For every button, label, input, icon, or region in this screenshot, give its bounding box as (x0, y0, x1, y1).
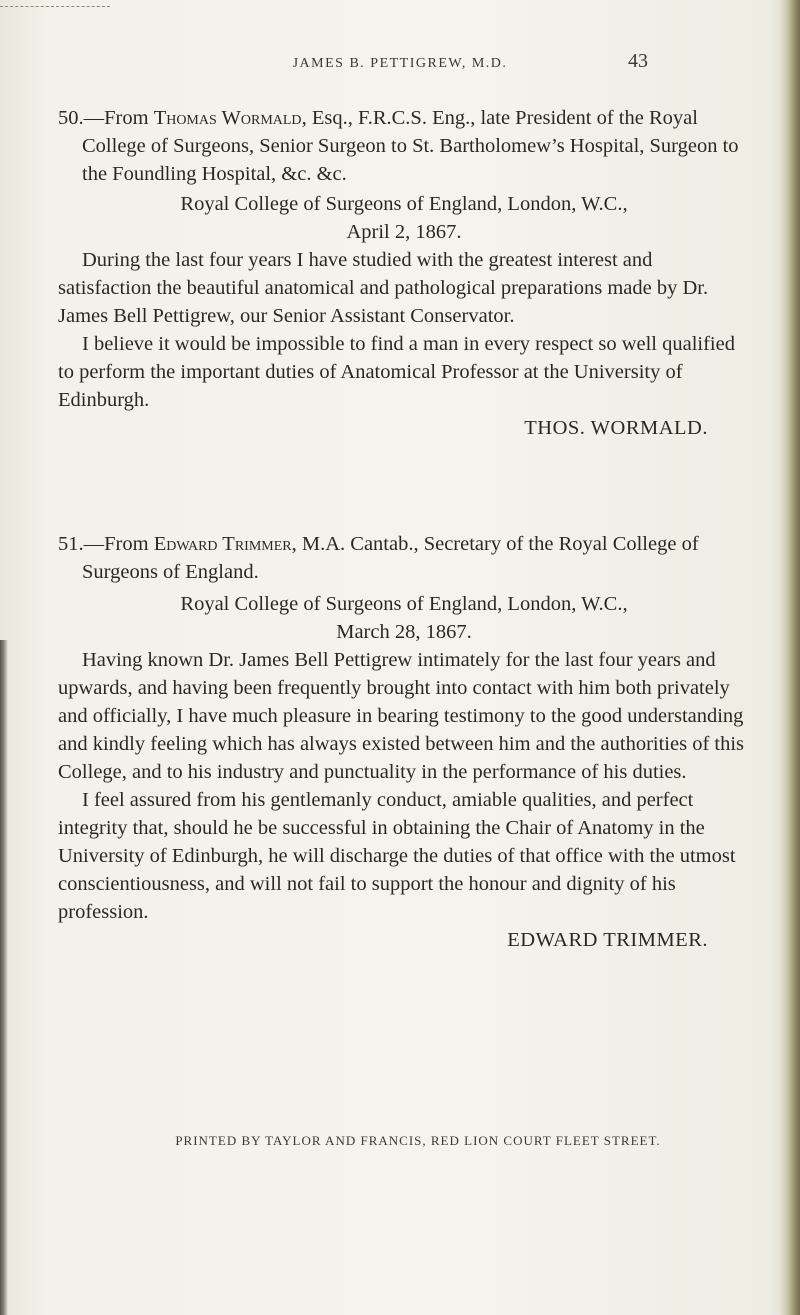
intro-suffix: , M.A. Cantab., Secretary of the Royal College of Surgeons of England. (82, 533, 699, 583)
body-paragraph: Having known Dr. James Bell Pettigrew intimately for the last four years and upwards, and having been frequently brought into contact with him both privately and officially, I have much pleasure in bearing testimony to the good understanding and kindly feeling which has always existed between him and the authorities of this College, and to his industry and punctuality in the performance of his duties. (58, 649, 745, 783)
letter-intro (58, 530, 750, 586)
signature: THOS. WORMALD. (524, 417, 708, 439)
letter-intro (58, 104, 750, 188)
running-head: JAMES B. PETTIGREW, M.D. (292, 56, 508, 71)
address-line: Royal College of Surgeons of England, London, W.C., (180, 193, 628, 215)
letter-number: 50. (58, 107, 84, 129)
date-line: March 28, 1867. (336, 621, 472, 643)
intro-prefix: —From (83, 107, 154, 129)
address-line: Royal College of Surgeons of England, London, W.C., (180, 593, 628, 615)
body-paragraph: I feel assured from his gentlemanly conduct, amiable qualities, and perfect integrity that, should he be successful in obtaining the Chair of Anatomy in the University of Edinburgh, he will discharge the duties of that office with the utmost conscientiousness, and will not fail to support the honour and dignity of his profession. (58, 789, 736, 923)
top-rule (0, 6, 110, 8)
signature: EDWARD TRIMMER. (507, 929, 708, 951)
author-name: Edward Trimmer (153, 533, 292, 555)
printer-imprint: PRINTED BY TAYLOR AND FRANCIS, RED LION COURT FLEET STREET. (175, 1133, 661, 1148)
body-paragraph: I believe it would be impossible to find a man in every respect so well qualified to perform the important duties of Anatomical Professor at the University of Edinburgh. (58, 333, 735, 411)
page-number: 43 (628, 50, 648, 72)
intro-prefix: —From (83, 533, 154, 555)
page-left-shadow (0, 640, 8, 1315)
date-line: April 2, 1867. (346, 221, 462, 243)
letter-51 (58, 530, 750, 954)
author-name: Thomas Wormald (153, 107, 302, 129)
letter-number: 51. (58, 533, 84, 555)
intro-suffix: , Esq., F.R.C.S. Eng., late President of the Royal College of Surgeons, Senior Surgeon to St. Bartholomew’s Hospital, Surgeon to the Foundling Hospital, &c. &c. (82, 107, 739, 185)
body-paragraph: During the last four years I have studied with the greatest interest and satisfaction the beautiful anatomical and pathological preparations made by Dr. James Bell Pettigrew, our Senior Assistant Conservator. (58, 249, 709, 327)
letter-50 (58, 104, 750, 442)
page-right-edge (780, 0, 800, 1315)
